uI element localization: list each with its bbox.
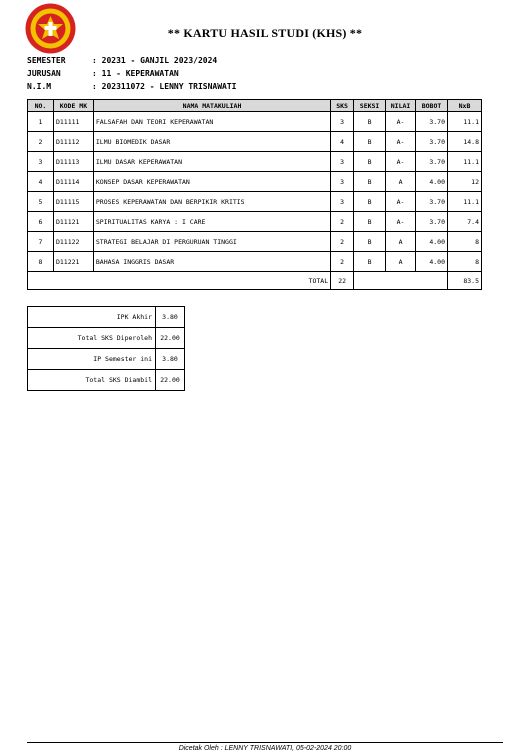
cell-nama: PROSES KEPERAWATAN DAN BERPIKIR KRITIS xyxy=(93,192,330,212)
cell-nilai: A- xyxy=(386,132,416,152)
info-value: : 11 - KEPERAWATAN xyxy=(92,69,179,78)
cell-bobot: 4.00 xyxy=(416,232,448,252)
summary-value: 3.80 xyxy=(156,307,185,328)
cell-nxb: 8 xyxy=(448,252,482,272)
column-header-sks: SKS xyxy=(331,100,354,112)
summary-table xyxy=(27,306,185,391)
cell-bobot: 4.00 xyxy=(416,252,448,272)
table-row xyxy=(28,232,482,252)
cell-no: 6 xyxy=(28,212,54,232)
table-row xyxy=(28,212,482,232)
cell-nilai: A xyxy=(386,232,416,252)
cell-no: 3 xyxy=(28,152,54,172)
cell-seksi: B xyxy=(354,192,386,212)
table-row xyxy=(28,172,482,192)
cell-no: 4 xyxy=(28,172,54,192)
cell-kode: D11115 xyxy=(53,192,93,212)
cell-nama: SPIRITUALITAS KARYA : I CARE xyxy=(93,212,330,232)
page-title: ** KARTU HASIL STUDI (KHS) ** xyxy=(167,26,363,40)
info-nim xyxy=(27,82,237,91)
cell-kode: D11112 xyxy=(53,132,93,152)
cell-sks: 3 xyxy=(331,192,354,212)
summary-row xyxy=(28,349,185,370)
cell-nilai: A- xyxy=(386,112,416,132)
cell-bobot: 3.70 xyxy=(416,132,448,152)
cell-no: 1 xyxy=(28,112,54,132)
cell-nilai: A xyxy=(386,172,416,192)
cell-kode: D11111 xyxy=(53,112,93,132)
cell-nxb: 12 xyxy=(448,172,482,192)
cell-sks: 4 xyxy=(331,132,354,152)
summary-label: IP Semester ini xyxy=(28,349,156,370)
cell-nxb: 8 xyxy=(448,232,482,252)
cell-nama: ILMU DASAR KEPERAWATAN xyxy=(93,152,330,172)
cell-seksi: B xyxy=(354,232,386,252)
cell-nilai: A- xyxy=(386,192,416,212)
cell-no: 5 xyxy=(28,192,54,212)
cell-sks: 2 xyxy=(331,212,354,232)
total-sks: 22 xyxy=(331,272,354,290)
grades-table xyxy=(27,99,482,290)
total-empty-cell xyxy=(354,272,448,290)
summary-value: 22.00 xyxy=(156,370,185,391)
cell-seksi: B xyxy=(354,212,386,232)
column-header-nxb: NxB xyxy=(448,100,482,112)
cell-nxb: 11.1 xyxy=(448,152,482,172)
column-header-kode: KODE MK xyxy=(53,100,93,112)
cell-sks: 2 xyxy=(331,252,354,272)
cell-bobot: 3.70 xyxy=(416,152,448,172)
info-value: : 20231 - GANJIL 2023/2024 xyxy=(92,56,218,65)
table-row xyxy=(28,252,482,272)
table-row xyxy=(28,132,482,152)
cell-nama: KONSEP DASAR KEPERAWATAN xyxy=(93,172,330,192)
cell-nilai: A xyxy=(386,252,416,272)
info-jurusan xyxy=(27,69,179,78)
cell-seksi: B xyxy=(354,132,386,152)
column-header-no: NO. xyxy=(28,100,54,112)
table-row xyxy=(28,112,482,132)
summary-label: Total SKS Diambil xyxy=(28,370,156,391)
cell-nxb: 11.1 xyxy=(448,112,482,132)
cell-nama: BAHASA INGGRIS DASAR xyxy=(93,252,330,272)
cell-sks: 2 xyxy=(331,232,354,252)
cell-bobot: 3.70 xyxy=(416,212,448,232)
footer-printed-by: Dicetak Oleh : LENNY TRISNAWATI, 05-02-2024 20:00 xyxy=(178,745,352,752)
cell-nama: FALSAFAH DAN TEORI KEPERAWATAN xyxy=(93,112,330,132)
summary-row xyxy=(28,370,185,391)
cell-no: 8 xyxy=(28,252,54,272)
cell-sks: 3 xyxy=(331,172,354,192)
cell-nxb: 11.1 xyxy=(448,192,482,212)
table-row xyxy=(28,192,482,212)
cell-bobot: 4.00 xyxy=(416,172,448,192)
cell-no: 2 xyxy=(28,132,54,152)
cell-seksi: B xyxy=(354,172,386,192)
cell-sks: 3 xyxy=(331,112,354,132)
cell-kode: D11221 xyxy=(53,252,93,272)
cell-kode: D11122 xyxy=(53,232,93,252)
info-key: JURUSAN xyxy=(27,69,61,78)
cell-kode: D11113 xyxy=(53,152,93,172)
info-semester xyxy=(27,56,217,65)
cell-kode: D11121 xyxy=(53,212,93,232)
cell-no: 7 xyxy=(28,232,54,252)
cell-seksi: B xyxy=(354,152,386,172)
summary-value: 3.80 xyxy=(156,349,185,370)
summary-label: IPK Akhir xyxy=(28,307,156,328)
info-key: N.I.M xyxy=(27,82,52,91)
cell-sks: 3 xyxy=(331,152,354,172)
cell-nama: ILMU BIOMEDIK DASAR xyxy=(93,132,330,152)
column-header-seksi: SEKSI xyxy=(354,100,386,112)
cell-nilai: A- xyxy=(386,152,416,172)
column-header-nilai: NILAI xyxy=(386,100,416,112)
cell-nxb: 7.4 xyxy=(448,212,482,232)
cell-seksi: B xyxy=(354,112,386,132)
summary-row xyxy=(28,328,185,349)
summary-label: Total SKS Diperoleh xyxy=(28,328,156,349)
cell-nxb: 14.8 xyxy=(448,132,482,152)
column-header-nama: NAMA MATAKULIAH xyxy=(93,100,330,112)
info-value: : 202311072 - LENNY TRISNAWATI xyxy=(92,82,237,91)
total-nxb: 83.5 xyxy=(448,272,482,290)
summary-row xyxy=(28,307,185,328)
column-header-bobot: BOBOT xyxy=(416,100,448,112)
cell-bobot: 3.70 xyxy=(416,192,448,212)
cell-seksi: B xyxy=(354,252,386,272)
cell-nilai: A- xyxy=(386,212,416,232)
total-row xyxy=(28,272,482,290)
info-key: SEMESTER xyxy=(27,56,66,65)
table-row xyxy=(28,152,482,172)
cell-nama: STRATEGI BELAJAR DI PERGURUAN TINGGI xyxy=(93,232,330,252)
cell-bobot: 3.70 xyxy=(416,112,448,132)
total-label: TOTAL xyxy=(28,272,331,290)
footer-divider xyxy=(27,742,503,743)
table-header-row xyxy=(28,100,482,112)
summary-value: 22.00 xyxy=(156,328,185,349)
cell-kode: D11114 xyxy=(53,172,93,192)
